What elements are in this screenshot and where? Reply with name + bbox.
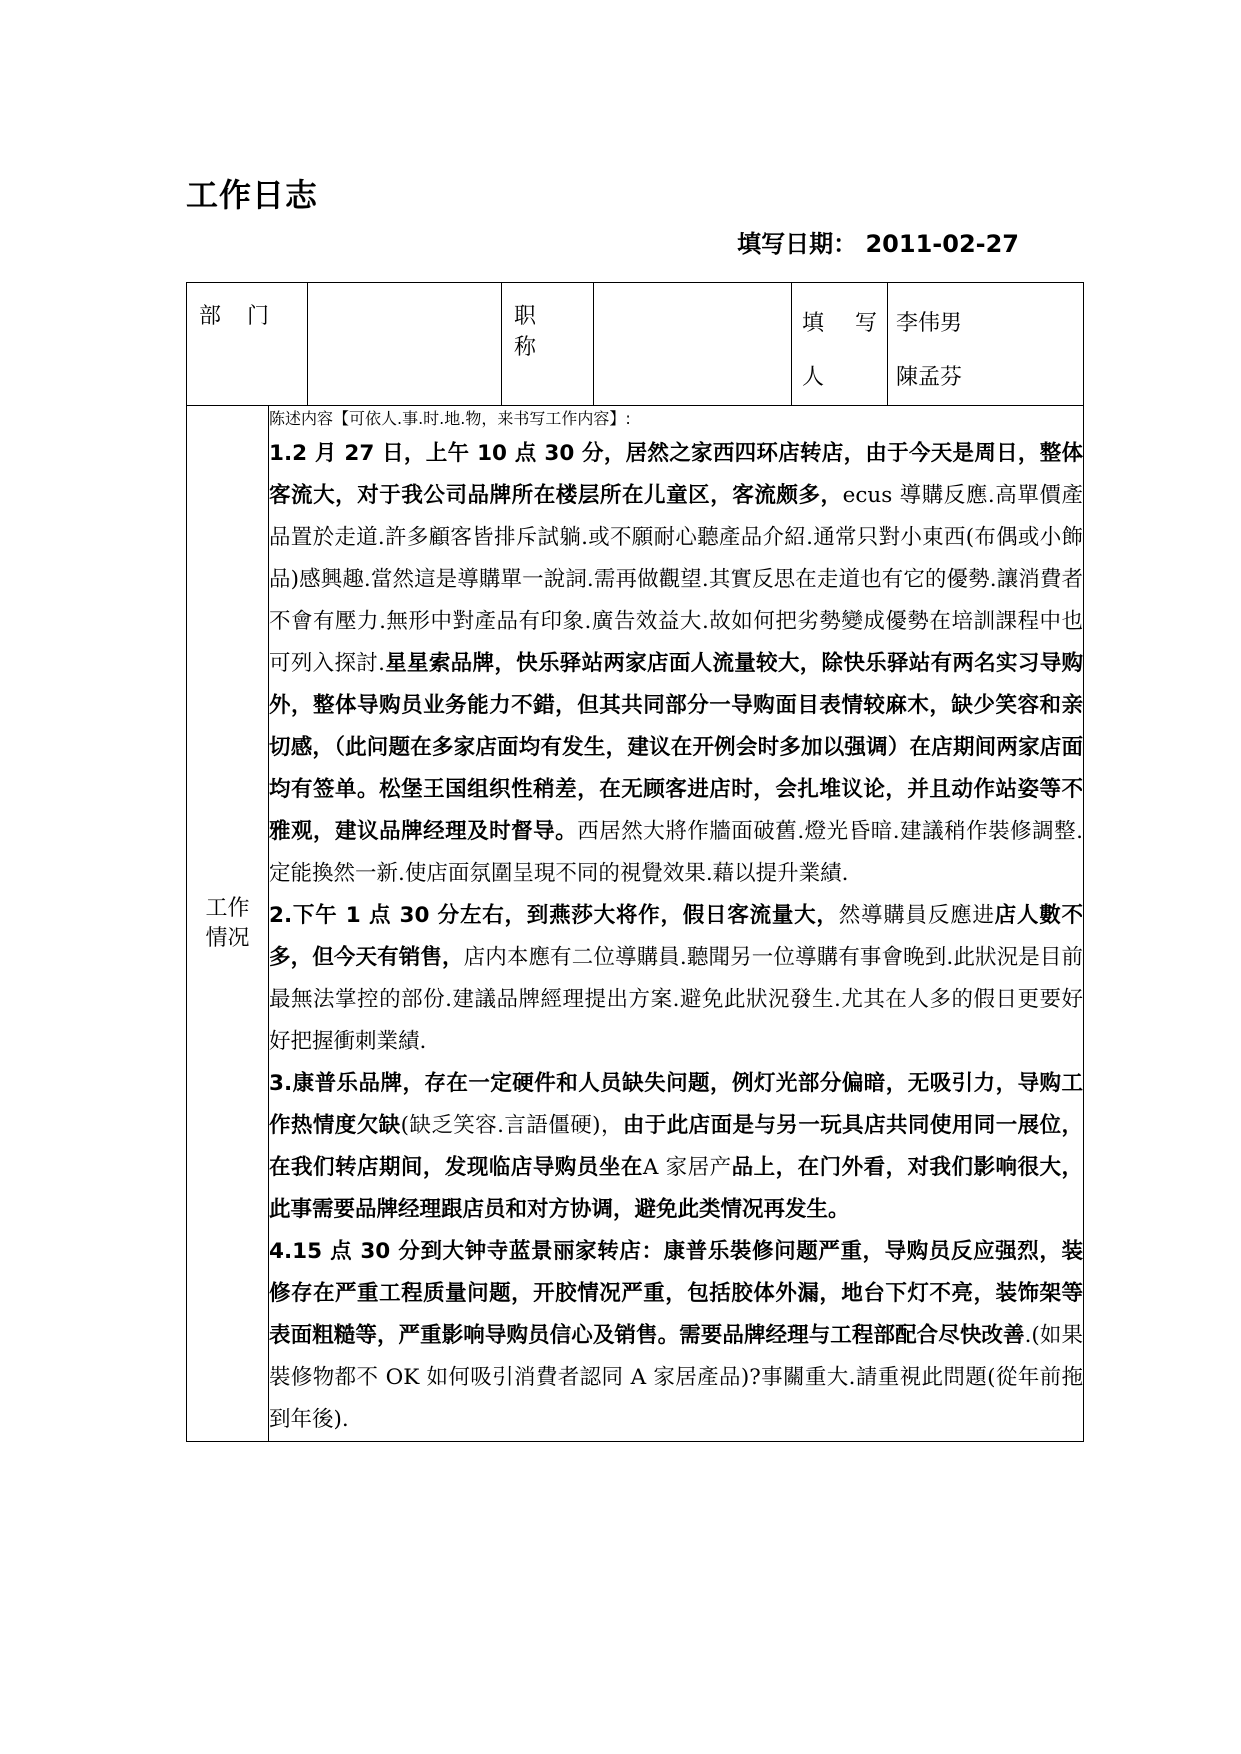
entry-3-text-a: 3.康普乐品牌，存在一定硬件和人员缺失问题，例灯光部分偏暗，无吸引力，导购工作热情度欠缺 (269, 1071, 1084, 1138)
entry-4-text-a: 4.15 点 30 分到大钟寺蓝景丽家转店：康普乐裝修问题严重，导购员反应强烈，装修存在严重工程质量问题，开胶情况严重，包括胶体外漏，地台下灯不亮，装饰架等表面粗糙等，严重影响导购员信心及销售。需要品牌经理与工程部配合尽快改善 (269, 1239, 1084, 1348)
fill-date-value: 2011-02-27 (865, 230, 1019, 258)
work-status-content (269, 406, 1084, 1442)
filler-label-part-1: 填 (802, 311, 825, 336)
filler-name-2: 陳孟芬 (896, 365, 963, 390)
filler-name-1: 李伟男 (896, 311, 963, 336)
position-label-cell (502, 283, 594, 406)
header-row (187, 283, 1084, 406)
work-status-row (187, 406, 1084, 1442)
entry-1-text-c: 星星索品牌，快乐驿站两家店面人流量较大，除快乐驿站有两名实习导购外，整体导购员业务能力不錯，但其共同部分一导购面目表情较麻木，缺少笑容和亲切感，（此问题在多家店面均有发生，建议在开例会时多加以强调）在店期间两家店面均有签单。松堡王国组织性稍差，在无顾客进店时，会扎堆议论，并且动作站姿等不雅观，建议品牌经理及时督导。 (269, 651, 1084, 844)
entry-3-text-d: A 家居产 (642, 1155, 732, 1180)
content-instructions: 陈述内容【可依人.事.时.地.物，来书写工作内容】: (269, 409, 631, 428)
work-status-label-cell (187, 406, 269, 1442)
fill-date-label: 填写日期： (737, 230, 858, 258)
entry-3-text-e: 品上，在门外看，对我们影响很大，此事需要品牌经理跟店员和对方协调，避免此类情况再发生。 (269, 1155, 1083, 1222)
filler-names-cell (888, 283, 1084, 406)
filler-label-part-2: 写 (855, 311, 878, 336)
position-value-cell[interactable] (594, 283, 792, 406)
position-value (594, 283, 791, 299)
page-title: 工作日志 (186, 176, 319, 214)
entry-4 (269, 1231, 1083, 1441)
department-value-cell[interactable] (308, 283, 502, 406)
fill-date (737, 224, 1019, 259)
entry-3 (269, 1063, 1083, 1231)
entry-1-text-b: ecus 導購反應.高單價產品置於走道.許多顧客皆排斥試躺.或不願耐心聽產品介紹.通常只對小東西(布偶或小飾品)感興趣.當然這是導購單一說詞.需再做觀望.其實反思在走道也有它的優勢.讓消費者不會有壓力.無形中對產品有印象.廣告效益大.故如何把劣勢變成優勢在培訓課程中也可列入探討. (269, 483, 1084, 676)
entry-2 (269, 895, 1083, 1063)
entry-2-text-c: 店人數不多，但今天有销售， (269, 903, 1083, 970)
entry-1-text-d: 西居然大將作牆面破舊.燈光昏暗.建議稍作裝修調整.定能換然一新.使店面氛圍呈現不同的視覺效果.藉以提升業績. (269, 819, 1083, 886)
entry-1-text-a: 1.2 月 27 日，上午 10 点 30 分，居然之家西四环店转店，由于今天是周日，整体客流大，对于我公司品牌所在楼层所在儿童区，客流颇多， (269, 441, 1084, 508)
department-label: 部 门 (199, 304, 272, 329)
entry-3-text-c: 由于此店面是与另一玩具店共同使用同一展位，在我们转店期间，发现临店导购员坐在 (269, 1113, 1083, 1180)
entry-4-text-b: .(如果裝修物都不 OK 如何吸引消費者認同 A 家居產品)?事關重大.請重視此問題(從年前拖到年後). (269, 1323, 1084, 1432)
work-log-table (186, 282, 1084, 1442)
position-label: 职 称 (514, 304, 563, 360)
filler-label-part-3: 人 (802, 365, 825, 390)
entry-2-text-d: 店内本應有二位導購員.聽聞另一位導購有事會晚到.此狀況是目前最無法掌控的部份.建議品牌經理提出方案.避免此狀況發生.尤其在人多的假日更要好好把握衝刺業績. (269, 945, 1084, 1054)
entry-2-text-b: 然導購員反應进 (838, 903, 995, 928)
entry-3-text-b: (缺乏笑容.言語僵硬)， (400, 1113, 623, 1138)
entry-2-text-a: 2.下午 1 点 30 分左右，到燕莎大将作，假日客流量大， (269, 903, 839, 928)
department-value (308, 283, 501, 299)
work-status-label-line2: 情况 (205, 925, 250, 951)
filler-label-cell (792, 283, 888, 406)
work-status-label-line1: 工作 (205, 895, 250, 921)
department-label-cell (187, 283, 308, 406)
entry-1 (269, 433, 1083, 895)
